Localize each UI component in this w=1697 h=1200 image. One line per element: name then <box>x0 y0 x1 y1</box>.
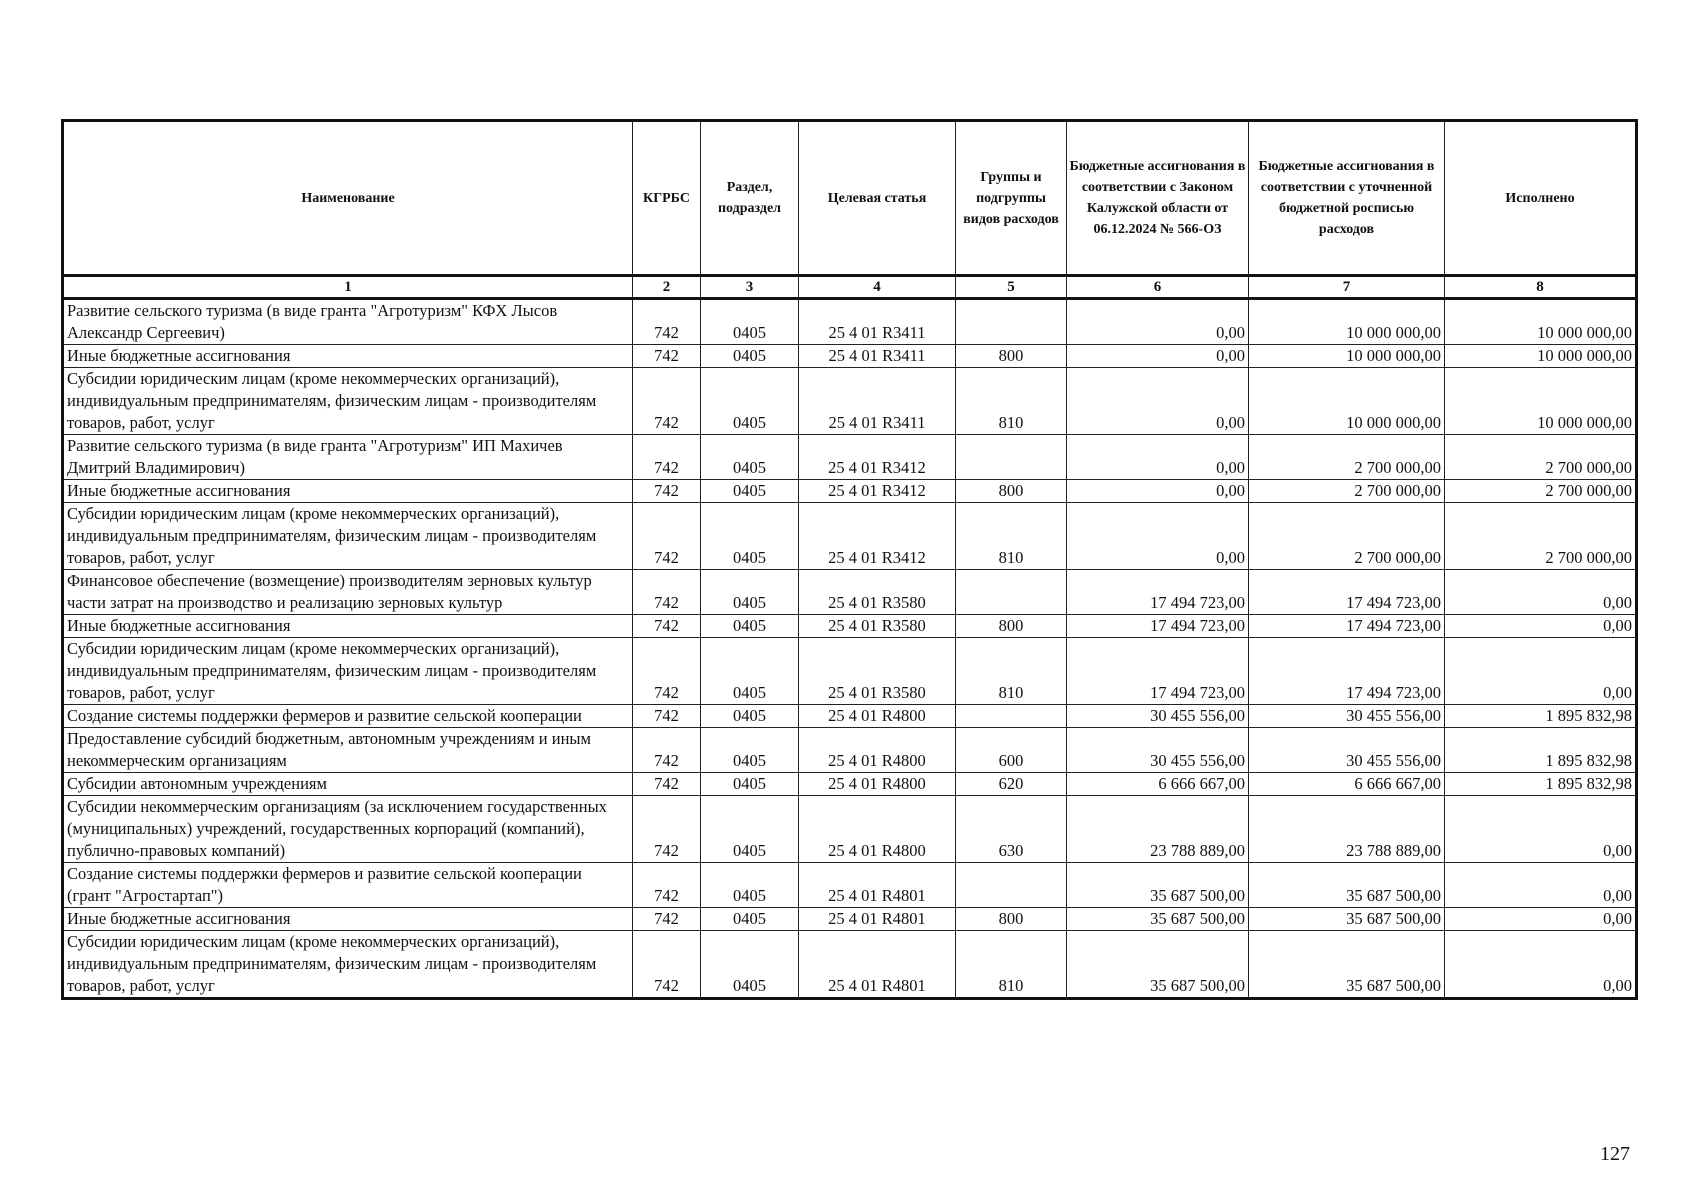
cell-target: 25 4 01 R3580 <box>799 570 956 615</box>
cell-section: 0405 <box>701 863 799 908</box>
cell-section: 0405 <box>701 931 799 999</box>
header-target: Целевая статья <box>799 121 956 276</box>
cell-target: 25 4 01 R4800 <box>799 796 956 863</box>
cell-law-alloc: 35 687 500,00 <box>1067 908 1249 931</box>
cell-group <box>956 863 1067 908</box>
cell-refined-alloc: 30 455 556,00 <box>1249 728 1445 773</box>
table-body <box>63 299 1637 999</box>
cell-law-alloc: 35 687 500,00 <box>1067 931 1249 999</box>
cell-section: 0405 <box>701 503 799 570</box>
cell-kgrbs: 742 <box>633 480 701 503</box>
cell-group: 800 <box>956 345 1067 368</box>
cell-name: Субсидии автономным учреждениям <box>63 773 633 796</box>
cell-group <box>956 299 1067 345</box>
cell-refined-alloc: 17 494 723,00 <box>1249 570 1445 615</box>
cell-target: 25 4 01 R3412 <box>799 435 956 480</box>
cell-refined-alloc: 17 494 723,00 <box>1249 638 1445 705</box>
cell-refined-alloc: 35 687 500,00 <box>1249 908 1445 931</box>
cell-executed: 2 700 000,00 <box>1445 503 1637 570</box>
cell-refined-alloc: 35 687 500,00 <box>1249 931 1445 999</box>
cell-kgrbs: 742 <box>633 796 701 863</box>
cell-refined-alloc: 2 700 000,00 <box>1249 480 1445 503</box>
header-row <box>63 121 1637 276</box>
cell-law-alloc: 17 494 723,00 <box>1067 570 1249 615</box>
table-row <box>63 931 1637 999</box>
cell-executed: 2 700 000,00 <box>1445 480 1637 503</box>
column-number: 1 <box>63 276 633 299</box>
table-row <box>63 503 1637 570</box>
cell-refined-alloc: 10 000 000,00 <box>1249 299 1445 345</box>
header-groups: Группы и подгруппы видов расходов <box>956 121 1067 276</box>
cell-refined-alloc: 6 666 667,00 <box>1249 773 1445 796</box>
table-row <box>63 908 1637 931</box>
header-executed: Исполнено <box>1445 121 1637 276</box>
cell-kgrbs: 742 <box>633 570 701 615</box>
cell-name: Развитие сельского туризма (в виде гранта "Агротуризм" ИП Махичев Дмитрий Владимирович) <box>63 435 633 480</box>
cell-name: Субсидии юридическим лицам (кроме некоммерческих организаций), индивидуальным предпринимателям, физическим лицам - производителям товаров, работ, услуг <box>63 931 633 999</box>
table-row <box>63 368 1637 435</box>
cell-refined-alloc: 30 455 556,00 <box>1249 705 1445 728</box>
cell-executed: 0,00 <box>1445 615 1637 638</box>
cell-target: 25 4 01 R4801 <box>799 863 956 908</box>
cell-target: 25 4 01 R3411 <box>799 299 956 345</box>
cell-kgrbs: 742 <box>633 728 701 773</box>
cell-target: 25 4 01 R3411 <box>799 368 956 435</box>
cell-refined-alloc: 10 000 000,00 <box>1249 345 1445 368</box>
cell-target: 25 4 01 R4801 <box>799 931 956 999</box>
cell-kgrbs: 742 <box>633 931 701 999</box>
cell-refined-alloc: 10 000 000,00 <box>1249 368 1445 435</box>
table-row <box>63 705 1637 728</box>
cell-law-alloc: 0,00 <box>1067 299 1249 345</box>
table-row <box>63 615 1637 638</box>
cell-group: 620 <box>956 773 1067 796</box>
column-number: 2 <box>633 276 701 299</box>
cell-executed: 1 895 832,98 <box>1445 705 1637 728</box>
cell-name: Развитие сельского туризма (в виде гранта "Агротуризм" КФХ Лысов Александр Сергеевич) <box>63 299 633 345</box>
cell-name: Иные бюджетные ассигнования <box>63 345 633 368</box>
table-row <box>63 638 1637 705</box>
table-row <box>63 480 1637 503</box>
column-number: 6 <box>1067 276 1249 299</box>
cell-executed: 0,00 <box>1445 796 1637 863</box>
cell-group: 800 <box>956 615 1067 638</box>
cell-section: 0405 <box>701 368 799 435</box>
column-number-row <box>63 276 1637 299</box>
cell-name: Финансовое обеспечение (возмещение) производителям зерновых культур части затрат на производство и реализацию зерновых культур <box>63 570 633 615</box>
cell-section: 0405 <box>701 908 799 931</box>
cell-section: 0405 <box>701 728 799 773</box>
cell-target: 25 4 01 R3412 <box>799 480 956 503</box>
cell-law-alloc: 35 687 500,00 <box>1067 863 1249 908</box>
cell-group <box>956 705 1067 728</box>
cell-executed: 0,00 <box>1445 638 1637 705</box>
cell-law-alloc: 0,00 <box>1067 503 1249 570</box>
column-number: 8 <box>1445 276 1637 299</box>
cell-executed: 10 000 000,00 <box>1445 299 1637 345</box>
cell-target: 25 4 01 R3411 <box>799 345 956 368</box>
cell-name: Субсидии юридическим лицам (кроме некоммерческих организаций), индивидуальным предпринимателям, физическим лицам - производителям товаров, работ, услуг <box>63 638 633 705</box>
cell-name: Создание системы поддержки фермеров и развитие сельской кооперации <box>63 705 633 728</box>
cell-target: 25 4 01 R3412 <box>799 503 956 570</box>
cell-law-alloc: 6 666 667,00 <box>1067 773 1249 796</box>
cell-law-alloc: 23 788 889,00 <box>1067 796 1249 863</box>
cell-target: 25 4 01 R4800 <box>799 728 956 773</box>
column-number: 3 <box>701 276 799 299</box>
column-number: 5 <box>956 276 1067 299</box>
cell-target: 25 4 01 R3580 <box>799 638 956 705</box>
cell-name: Субсидии юридическим лицам (кроме некоммерческих организаций), индивидуальным предпринимателям, физическим лицам - производителям товаров, работ, услуг <box>63 503 633 570</box>
cell-refined-alloc: 35 687 500,00 <box>1249 863 1445 908</box>
cell-law-alloc: 0,00 <box>1067 345 1249 368</box>
cell-kgrbs: 742 <box>633 503 701 570</box>
cell-name: Иные бюджетные ассигнования <box>63 480 633 503</box>
cell-refined-alloc: 2 700 000,00 <box>1249 503 1445 570</box>
cell-kgrbs: 742 <box>633 773 701 796</box>
cell-executed: 0,00 <box>1445 908 1637 931</box>
cell-section: 0405 <box>701 480 799 503</box>
table-row <box>63 773 1637 796</box>
table-row <box>63 796 1637 863</box>
budget-table <box>61 119 1638 1000</box>
cell-executed: 10 000 000,00 <box>1445 368 1637 435</box>
cell-refined-alloc: 23 788 889,00 <box>1249 796 1445 863</box>
cell-name: Субсидии юридическим лицам (кроме некоммерческих организаций), индивидуальным предпринимателям, физическим лицам - производителям товаров, работ, услуг <box>63 368 633 435</box>
cell-law-alloc: 30 455 556,00 <box>1067 728 1249 773</box>
cell-group <box>956 570 1067 615</box>
cell-law-alloc: 17 494 723,00 <box>1067 638 1249 705</box>
cell-group: 810 <box>956 638 1067 705</box>
table-row <box>63 728 1637 773</box>
cell-kgrbs: 742 <box>633 345 701 368</box>
table-row <box>63 435 1637 480</box>
cell-kgrbs: 742 <box>633 615 701 638</box>
cell-kgrbs: 742 <box>633 299 701 345</box>
cell-law-alloc: 0,00 <box>1067 480 1249 503</box>
cell-name: Предоставление субсидий бюджетным, автономным учреждениям и иным некоммерческим организациям <box>63 728 633 773</box>
cell-refined-alloc: 2 700 000,00 <box>1249 435 1445 480</box>
cell-group: 800 <box>956 908 1067 931</box>
cell-kgrbs: 742 <box>633 705 701 728</box>
column-number: 4 <box>799 276 956 299</box>
table-row <box>63 863 1637 908</box>
cell-section: 0405 <box>701 705 799 728</box>
cell-law-alloc: 0,00 <box>1067 368 1249 435</box>
cell-kgrbs: 742 <box>633 863 701 908</box>
header-section: Раздел, подраздел <box>701 121 799 276</box>
cell-executed: 0,00 <box>1445 570 1637 615</box>
cell-section: 0405 <box>701 435 799 480</box>
cell-target: 25 4 01 R4800 <box>799 705 956 728</box>
cell-target: 25 4 01 R4801 <box>799 908 956 931</box>
cell-group: 630 <box>956 796 1067 863</box>
cell-group: 800 <box>956 480 1067 503</box>
cell-name: Иные бюджетные ассигнования <box>63 908 633 931</box>
column-number: 7 <box>1249 276 1445 299</box>
cell-section: 0405 <box>701 773 799 796</box>
cell-law-alloc: 0,00 <box>1067 435 1249 480</box>
header-kgrbs: КГРБС <box>633 121 701 276</box>
cell-executed: 10 000 000,00 <box>1445 345 1637 368</box>
cell-executed: 0,00 <box>1445 931 1637 999</box>
cell-section: 0405 <box>701 796 799 863</box>
cell-target: 25 4 01 R3580 <box>799 615 956 638</box>
cell-section: 0405 <box>701 299 799 345</box>
cell-kgrbs: 742 <box>633 435 701 480</box>
cell-section: 0405 <box>701 615 799 638</box>
cell-executed: 1 895 832,98 <box>1445 773 1637 796</box>
cell-group: 810 <box>956 368 1067 435</box>
page-number: 127 <box>1600 1143 1630 1165</box>
cell-executed: 2 700 000,00 <box>1445 435 1637 480</box>
header-law-alloc: Бюджетные ассигнования в соответствии с Законом Калужской области от 06.12.2024 № 566-ОЗ <box>1067 121 1249 276</box>
table-row <box>63 299 1637 345</box>
cell-kgrbs: 742 <box>633 908 701 931</box>
cell-section: 0405 <box>701 638 799 705</box>
cell-group: 810 <box>956 931 1067 999</box>
cell-law-alloc: 30 455 556,00 <box>1067 705 1249 728</box>
header-refined-alloc: Бюджетные ассигнования в соответствии с уточненной бюджетной росписью расходов <box>1249 121 1445 276</box>
cell-kgrbs: 742 <box>633 368 701 435</box>
cell-target: 25 4 01 R4800 <box>799 773 956 796</box>
cell-executed: 1 895 832,98 <box>1445 728 1637 773</box>
cell-executed: 0,00 <box>1445 863 1637 908</box>
cell-law-alloc: 17 494 723,00 <box>1067 615 1249 638</box>
cell-group: 810 <box>956 503 1067 570</box>
cell-section: 0405 <box>701 345 799 368</box>
cell-refined-alloc: 17 494 723,00 <box>1249 615 1445 638</box>
cell-name: Субсидии некоммерческим организациям (за исключением государственных (муниципальных) учреждений, государственных корпораций (компаний), публично-правовых компаний) <box>63 796 633 863</box>
table-row <box>63 570 1637 615</box>
header-name: Наименование <box>63 121 633 276</box>
cell-name: Иные бюджетные ассигнования <box>63 615 633 638</box>
cell-group <box>956 435 1067 480</box>
cell-section: 0405 <box>701 570 799 615</box>
cell-group: 600 <box>956 728 1067 773</box>
table-row <box>63 345 1637 368</box>
cell-name: Создание системы поддержки фермеров и развитие сельской кооперации (грант "Агростартап") <box>63 863 633 908</box>
cell-kgrbs: 742 <box>633 638 701 705</box>
